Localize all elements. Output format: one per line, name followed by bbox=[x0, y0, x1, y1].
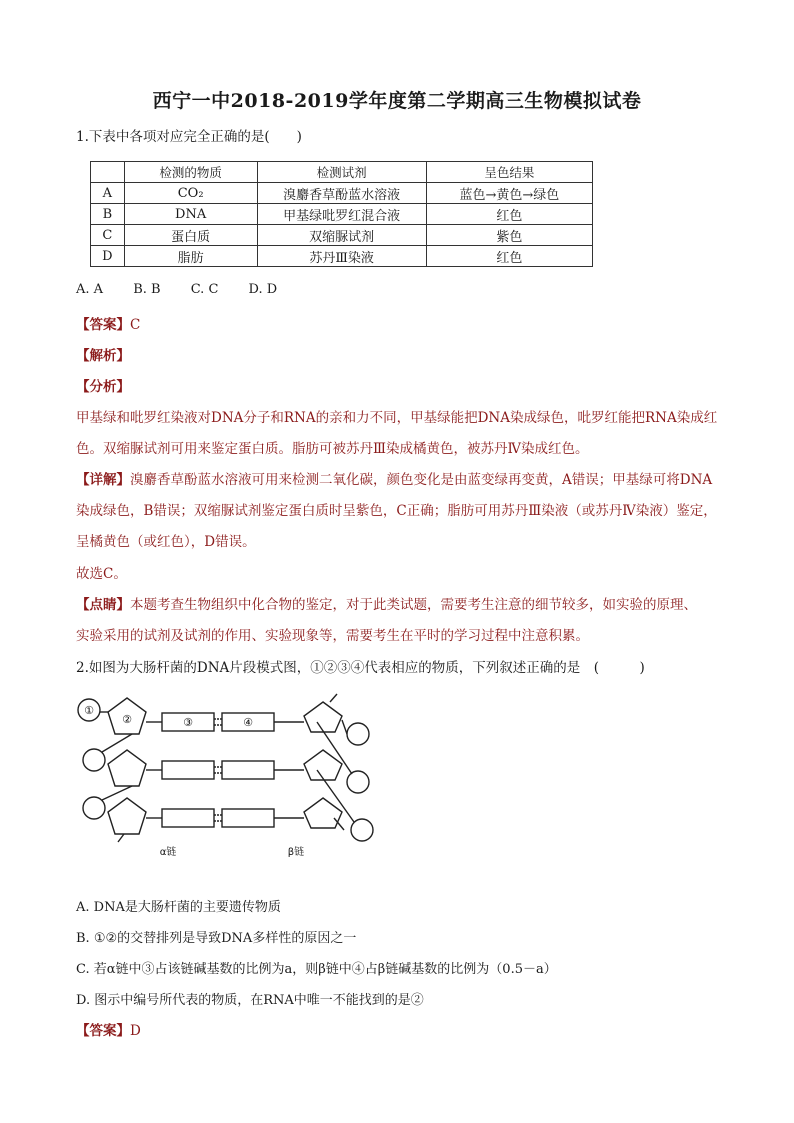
fenxi-line: 色。双缩脲试剂可用来鉴定蛋白质。脂肪可被苏丹Ⅲ染成橘黄色，被苏丹Ⅳ染成红色。 bbox=[76, 441, 589, 457]
table-cell: 甲基绿吡罗红混合液 bbox=[257, 204, 426, 225]
label-2: ② bbox=[122, 713, 132, 726]
table-cell: DNA bbox=[124, 204, 257, 225]
q2-answer bbox=[76, 1019, 141, 1039]
answer-tag: 【答案】 bbox=[76, 1023, 130, 1039]
sugar-pentagon bbox=[304, 750, 342, 780]
option-a: A. A bbox=[76, 282, 104, 297]
comment-text: 本题考查生物组织中化合物的鉴定，对于此类试题，需要考生注意的细节较多，如实验的原理、 bbox=[130, 597, 697, 613]
phosphate-circle bbox=[347, 723, 369, 745]
q2-option-d: D. 图示中编号所代表的物质，在RNA中唯一不能找到的是② bbox=[76, 993, 424, 1008]
table-row bbox=[91, 225, 593, 246]
fenxi-tag: 【分析】 bbox=[76, 379, 130, 395]
q2-stem: 2.如图为大肠杆菌的DNA片段模式图，①②③④代表相应的物质，下列叙述正确的是 ( ) bbox=[76, 660, 645, 676]
comment-line: 实验采用的试剂及试剂的作用、实验现象等，需要考生在平时的学习过程中注意积累。 bbox=[76, 628, 589, 644]
option-d: D. D bbox=[248, 282, 278, 297]
comment-line bbox=[76, 593, 697, 613]
label-4: ④ bbox=[243, 716, 253, 729]
table-cell: 红色 bbox=[426, 204, 592, 225]
base-box bbox=[162, 809, 214, 827]
label-1: ① bbox=[84, 704, 94, 717]
q1-answer bbox=[76, 313, 140, 333]
phosphate-circle bbox=[83, 749, 105, 771]
table-cell: 红色 bbox=[426, 246, 592, 267]
table-cell: 脂肪 bbox=[124, 246, 257, 267]
table-cell: 双缩脲试剂 bbox=[257, 225, 426, 246]
table-cell: B bbox=[91, 204, 125, 225]
sugar-pentagon bbox=[108, 750, 146, 786]
conclusion: 故选C。 bbox=[76, 566, 127, 582]
q2-option-a: A. DNA是大肠杆菌的主要遗传物质 bbox=[76, 900, 281, 915]
table-row bbox=[91, 246, 593, 267]
detail-line: 染成绿色，B错误；双缩脲试剂鉴定蛋白质时呈紫色，C正确；脂肪可用苏丹Ⅲ染液（或苏丹Ⅳ染液）鉴定， bbox=[76, 503, 717, 519]
q2-option-c: C. 若α链中③占该链碱基数的比例为a，则β链中④占β链碱基数的比例为（0.5－a） bbox=[76, 962, 557, 977]
dna-diagram bbox=[72, 690, 392, 860]
answer-tag: 【答案】 bbox=[76, 317, 130, 333]
detail-text: 溴麝香草酚蓝水溶液可用来检测二氧化碳，颜色变化是由蓝变绿再变黄，A错误；甲基绿可将DNA bbox=[130, 472, 713, 488]
phosphate-circle bbox=[347, 771, 369, 793]
base-box bbox=[222, 761, 274, 779]
fenxi-line: 甲基绿和吡罗红染液对DNA分子和RNA的亲和力不同，甲基绿能把DNA染成绿色，吡罗红能把RNA染成红 bbox=[76, 410, 718, 426]
table-cell: CO₂ bbox=[124, 183, 257, 204]
q2-option-b: B. ①②的交替排列是导致DNA多样性的原因之一 bbox=[76, 931, 357, 946]
detail-tag: 【详解】 bbox=[76, 472, 130, 488]
table-cell: 紫色 bbox=[426, 225, 592, 246]
label-3: ③ bbox=[183, 716, 193, 729]
analysis-tag: 【解析】 bbox=[76, 348, 130, 364]
table-cell: 蛋白质 bbox=[124, 225, 257, 246]
base-box bbox=[162, 761, 214, 779]
sugar-pentagon bbox=[304, 798, 342, 828]
option-c: C. C bbox=[190, 282, 219, 297]
alpha-chain-label: α链 bbox=[159, 847, 177, 858]
table-header-row bbox=[91, 162, 593, 183]
base-box bbox=[222, 809, 274, 827]
table-header-cell: 检测试剂 bbox=[257, 162, 426, 183]
comment-tag: 【点睛】 bbox=[76, 597, 130, 613]
table-cell: A bbox=[91, 183, 125, 204]
table-header-cell: 检测的物质 bbox=[124, 162, 257, 183]
table-cell: C bbox=[91, 225, 125, 246]
table-cell: 苏丹Ⅲ染液 bbox=[257, 246, 426, 267]
table-header-cell: 呈色结果 bbox=[426, 162, 592, 183]
q1-table bbox=[90, 161, 593, 267]
answer-value: C bbox=[130, 317, 141, 333]
sugar-pentagon bbox=[304, 702, 342, 732]
detail-line bbox=[76, 468, 712, 488]
table-row bbox=[91, 183, 593, 204]
table-header-cell bbox=[91, 162, 125, 183]
phosphate-circle bbox=[351, 819, 373, 841]
table-cell: 蓝色→黄色→绿色 bbox=[426, 183, 592, 204]
table-cell: 溴麝香草酚蓝水溶液 bbox=[257, 183, 426, 204]
detail-line: 呈橘黄色（或红色），D错误。 bbox=[76, 534, 256, 550]
option-b: B. B bbox=[133, 282, 161, 297]
q1-stem: 1.下表中各项对应完全正确的是( ) bbox=[76, 129, 302, 145]
phosphate-circle bbox=[83, 797, 105, 819]
beta-chain-label: β链 bbox=[287, 847, 305, 858]
table-cell: D bbox=[91, 246, 125, 267]
answer-value: D bbox=[130, 1023, 141, 1039]
sugar-pentagon bbox=[108, 798, 146, 834]
page-title: 西宁一中2018-2019学年度第二学期高三生物模拟试卷 bbox=[152, 90, 642, 112]
table-row bbox=[91, 204, 593, 225]
q1-options bbox=[76, 282, 303, 297]
